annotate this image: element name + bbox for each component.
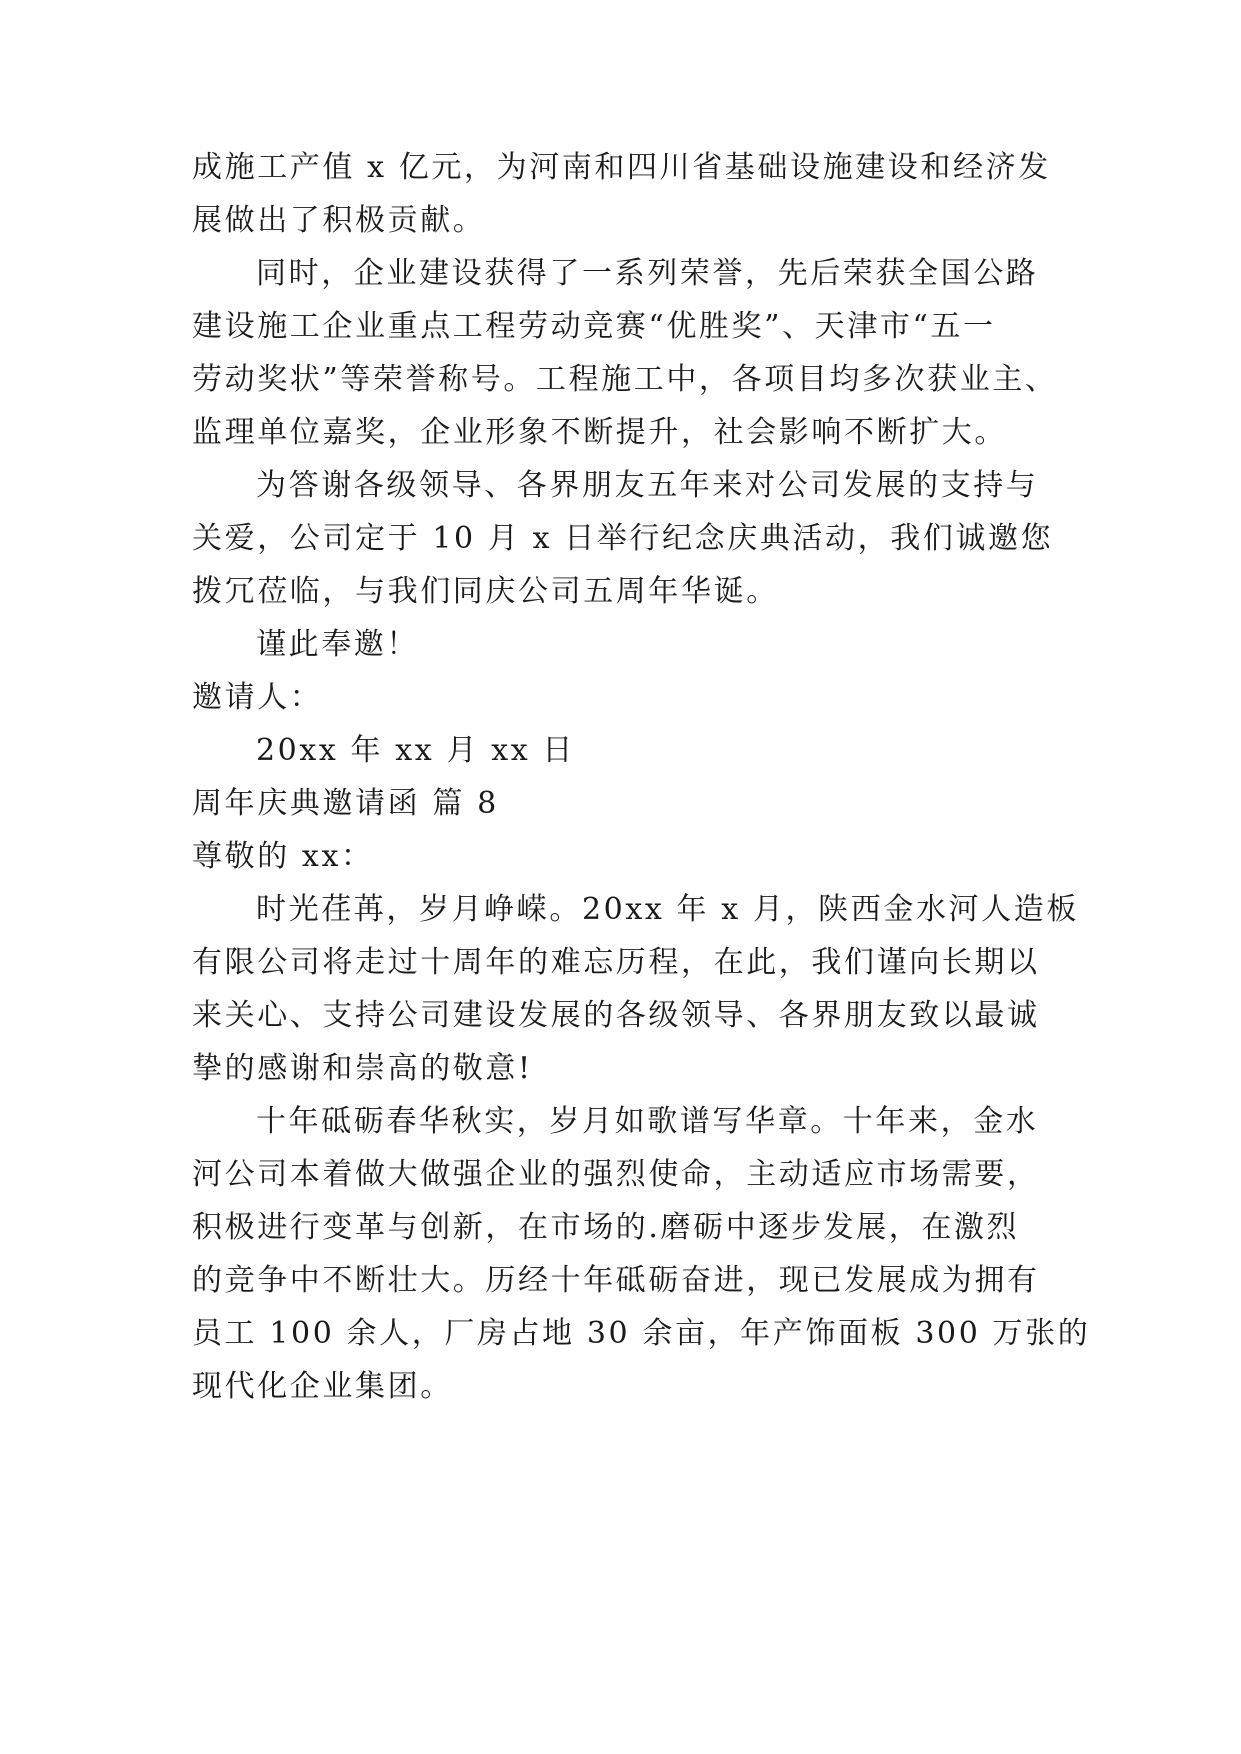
- text-line: 挚的感谢和崇高的敬意!: [192, 1051, 533, 1086]
- text-line: 积极进行变革与创新，在市场的.磨砺中逐步发展，在激烈: [192, 1210, 1020, 1245]
- text-line: 劳动奖状”等荣誉称号。工程施工中，各项目均多次获业主、: [192, 362, 1058, 397]
- text-line: 来关心、支持公司建设发展的各级领导、各界朋友致以最诚: [192, 998, 1040, 1033]
- inviter-label: 邀请人：: [192, 680, 323, 715]
- text-line: 河公司本着做大做强企业的强烈使命，主动适应市场需要，: [192, 1157, 1040, 1192]
- text-line: 建设施工企业重点工程劳动竞赛“优胜奖”、天津市“五一: [192, 309, 996, 344]
- paragraph-start-line: 为答谢各级领导、各界朋友五年来对公司发展的支持与: [256, 468, 1039, 503]
- section-heading: 周年庆典邀请函 篇 8: [192, 786, 499, 821]
- text-line: 员工 100 余人，厂房占地 30 余亩，年产饰面板 300 万张的: [192, 1316, 1091, 1351]
- text-line: 的竞争中不断壮大。历经十年砥砺奋进，现已发展成为拥有: [192, 1263, 1040, 1298]
- text-line: 展做出了积极贡献。: [192, 203, 486, 238]
- salutation: 尊敬的 xx：: [192, 839, 374, 874]
- text-line: 成施工产值 x 亿元，为河南和四川省基础设施建设和经济发: [192, 150, 1051, 185]
- text-line: 有限公司将走过十周年的难忘历程，在此，我们谨向长期以: [192, 945, 1040, 980]
- text-line: 拨冗莅临，与我们同庆公司五周年华诞。: [192, 574, 779, 609]
- paragraph-start-line: 同时，企业建设获得了一系列荣誉，先后荣获全国公路: [256, 256, 1039, 291]
- text-line: 现代化企业集团。: [192, 1369, 453, 1404]
- paragraph-start-line: 时光荏苒，岁月峥嵘。20xx 年 x 月，陕西金水河人造板: [256, 892, 1079, 927]
- closing-line: 谨此奉邀！: [256, 627, 419, 662]
- date-line: 20xx 年 xx 月 xx 日: [256, 733, 575, 768]
- text-line: 关爱，公司定于 10 月 x 日举行纪念庆典活动，我们诚邀您: [192, 521, 1054, 556]
- paragraph-start-line: 十年砥砺春华秋实，岁月如歌谱写华章。十年来，金水: [256, 1104, 1039, 1139]
- text-line: 监理单位嘉奖，企业形象不断提升，社会影响不断扩大。: [192, 415, 1007, 450]
